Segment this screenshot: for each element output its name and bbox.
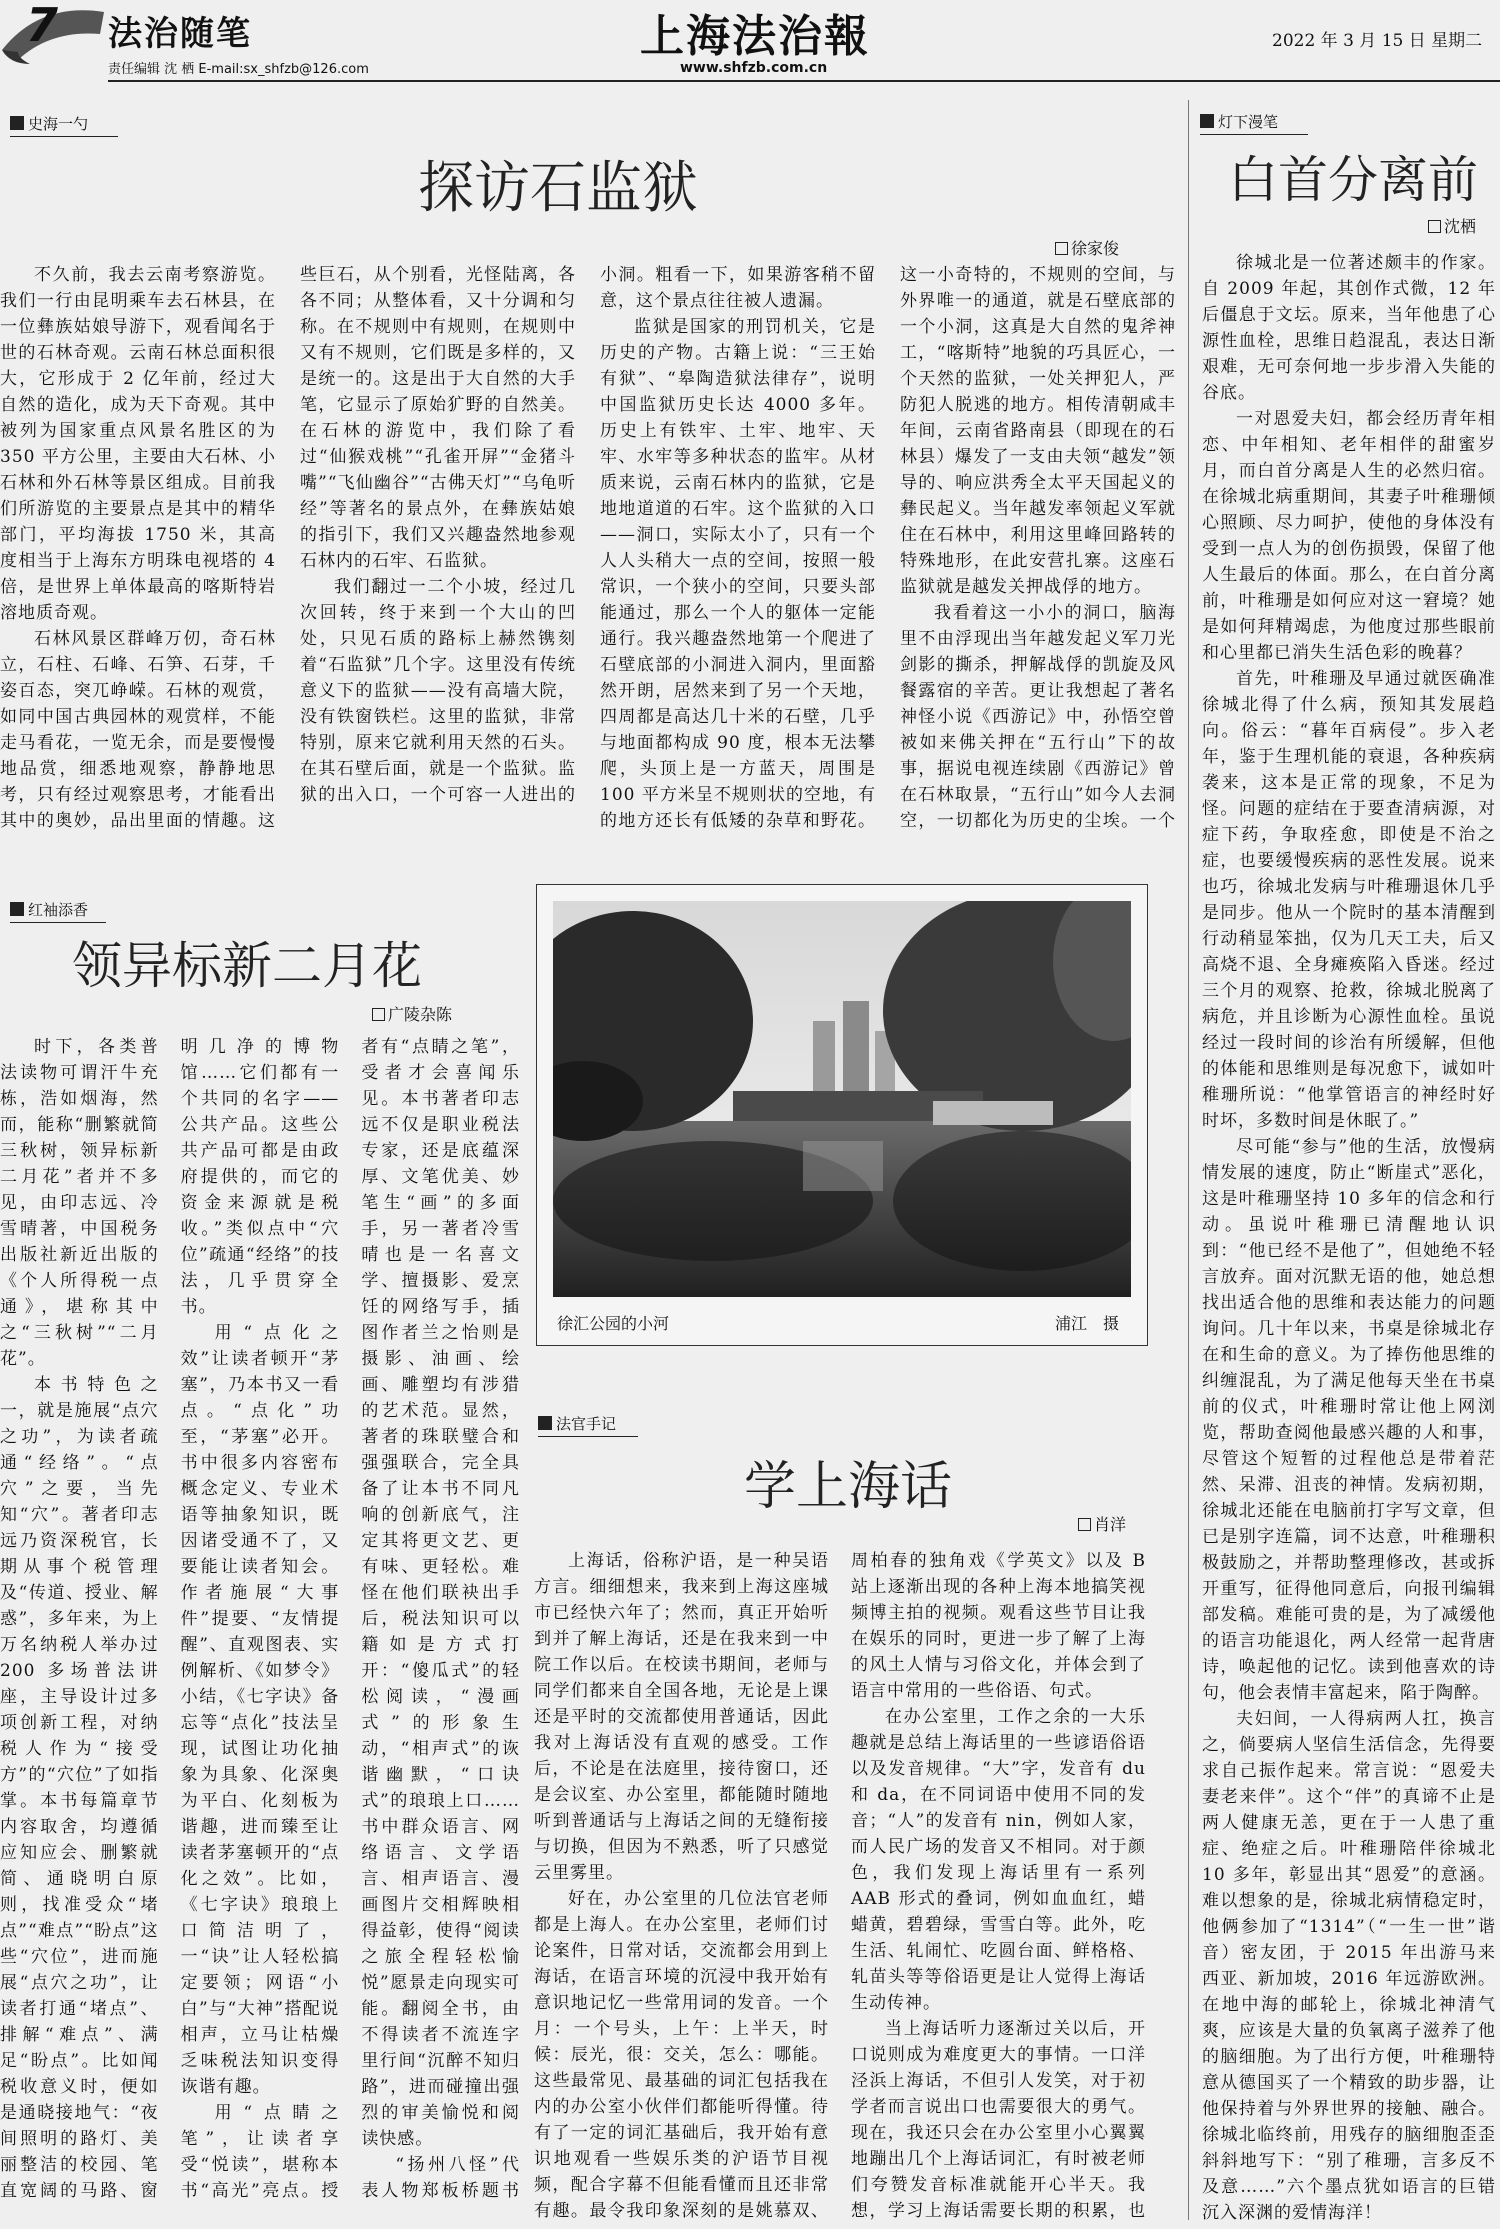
vertical-rule (1188, 100, 1189, 2220)
column-tag-square-icon (1200, 114, 1214, 128)
article-white-hair-body (1202, 250, 1496, 2222)
column-tag-label: 法官手记 (556, 1414, 617, 1433)
column-tag-label: 灯下漫笔 (1218, 112, 1279, 131)
section-title: 法治随笔 (108, 14, 252, 54)
paragraph: 我看着这一小小的洞口，脑海里不由浮现出当年越发起义军刀光剑影的撕杀，押解战俘的凯旋及风餐露宿的辛苦。更让我想起了著名神怪小说《西游记》中，孙悟空曾被如来佛关押在“五行山”下的故事，据说电视连续剧《西游记》曾在石林取景，“五行山”如今人去洞空，一切都化为历史的尘埃。一个 (900, 603, 1176, 831)
paragraph: 夫妇间，一人得病两人扛，换言之，倘要病人坚信生活信念，先得要求自己振作起来。常言说：“恩爱夫妻老来伴”。这个“伴”的真谛不止是两人健康无恙，更在于一人患了重症、绝症之后。叶稚珊陪伴徐城北 10 多年，彰显出其“恩爱”的意涵。难以想象的是，徐城北病情稳定时，他俩参加了“1314”（“一生一世”谐音）密友团，于 2015 年出游马来西亚、新加坡，2016 年远游欧洲。在地中海的邮轮上，徐城北神清气爽，应该是大量的负氧离子滋养了他的脑细胞。为了出行方便，叶稚珊特意从德国买了一个精致的助步器，让他保持着与外界世界的接触、融合。徐城北临终前，用残存的脑细胞歪歪斜斜地写下：“别了稚珊，言多反不及意……”六个墨点犹如语言的巨错沉入深渊的爱情海洋！ (1202, 1709, 1496, 2222)
paragraph: 监狱是国家的刑罚机关，它是历史的产物。古籍上说：“三王始有狱”、“皋陶造狱法律存”，说明中国监狱历史长达 4000 多年。历史上有铁牢、土牢、地牢、天牢、水牢等多种状态的监牢。从材质来说，云南石林内的监狱，它是地地道道的石牢。这个监狱的入口——洞口，实际太小了，只有一个人人头稍大一点的空间，按照一般常识，一个狭小的空间，只要头部能通过，那么一个人的躯体一定能通行。我兴趣盎然地第一个爬进了石壁底部的小洞进入洞内，里面豁然开朗，居然来到了另一个天地，四周都是高达几十米的石壁，几乎与地面都构成 90 度，根本无法攀爬，头顶上是一方蓝天，周围是 100 平方米呈不规则状的空地，有的地方还长有低矮的杂草和野花。这一小奇特的，不规则的空间，与外界唯一的通道，就是石壁底部的一个小洞，这真是大自然的鬼斧神工，“喀斯特”地貌的巧具匠心，一个天然的监狱，一处关押犯人，严防犯人脱逃的地方。相传清朝咸丰年间，云南省路南县（即现在的石林县）爆发了一支由夫领“越发”领导的、响应洪秀全太平天国起义的彝民起义。当年越发率领起义军就住在石林中，利用这里峰回路转的特殊地形，在此安营扎寨。这座石监狱就是越发关押战俘的地方。 (600, 265, 1176, 831)
editor-line: 责任编辑 沈 栖 E-mail:sx_shfzb@126.com (108, 62, 369, 77)
byline-erban-flower: 广陵杂陈 (372, 1002, 452, 1025)
article-stone-prison-body (0, 262, 1176, 842)
headline-erban-flower: 领异标新二月花 (72, 937, 422, 995)
article-erban-flower-body (0, 1034, 520, 2224)
byline-white-hair: 沈栖 (1428, 214, 1476, 237)
paragraph: 不久前，我去云南考察游览。我们一行由昆明乘车去石林县，在一位彝族姑娘导游下，观看闻名于世的石林奇观。云南石林总面积很大，它形成于 2 亿年前，经过大自然的造化，成为天下奇观。其中被列为国家重点风景名胜区的为 350 平方公里，主要由大石林、小石林和外石林等景区组成。目前我们所游览的主要景点是其中的精华部门，平均海拔 1750 米，其高度相当于上海东方明珠电视塔的 4 倍，是世界上单体最高的喀斯特岩溶地质奇观。 (0, 265, 276, 623)
park-river-photo (553, 901, 1131, 1297)
headline-shanghai-dialect: 学上海话 (744, 1457, 953, 1517)
photo-frame (536, 884, 1148, 1346)
column-tag-square-icon (538, 1416, 552, 1430)
paragraph: 首先，叶稚珊及早通过就医确准徐城北得了什么病，预知其发展趋向。俗云：“暮年百病侵”。步入老年，鉴于生理机能的衰退，各种疾病袭来，这本是正常的现象，不足为怪。问题的症结在于要查清病源，对症下药，争取痊愈，即使是不治之症，也要缓慢疾病的恶性发展。说来也巧，徐城北发病与叶稚珊退休几乎是同步。他从一个院时的基本清醒到行动稍显笨拙，仅为几天工夫，后又高烧不退、全身瘫痪陷入昏迷。经过三个月的观察、抢救，徐城北脱离了病危，并且诊断为心源性血栓。虽说经过一段时间的诊治有所缓解，但他的体能和思维则是每况愈下，诚如叶稚珊所说：“他掌管语言的神经时好时坏，多数时间是休眠了。” (1202, 669, 1496, 1131)
column-tag-red-sleeve (10, 898, 106, 920)
paragraph: 上海话，俗称沪语，是一种吴语方言。细细想来，我来到上海这座城市已经快六年了；然而，真正开始听到并了解上海话，还是在我来到一中院工作以后。在校读书期间，老师与同学们都来自全国各地，无论是上课还是平时的交流都使用普通话，因此我对上海话没有直观的感受。工作后，不论是在法庭里，接待窗口，还是会议室、办公室里，都能随时随地听到普通话与上海话之间的无缝衔接与切换，但因为不熟悉，听了只感觉云里雾里。 (534, 1551, 829, 1883)
byline-stone-prison: 徐家俊 (1055, 236, 1119, 259)
column-tag-label: 史海一勺 (28, 114, 89, 133)
page-number-badge (0, 2, 108, 66)
byline-shanghai-dialect: 肖洋 (1078, 1512, 1126, 1535)
column-tag-square-icon (10, 902, 24, 916)
headline-stone-prison: 探访石监狱 (418, 156, 698, 221)
paper-name-logo: 上海法治報 (640, 11, 870, 62)
page-number: 7 (26, 0, 59, 52)
paragraph: 当上海话听力逐渐过关以后，开口说则成为难度更大的事情。一口洋泾浜上海话，不但引人发笑，对于初学者而言说出口也需要很大的勇气。现在，我还只会在办公室里小心翼翼地蹦出几个上海话词汇，有时被老师们夸赞发音标准就能开心半天。我想，学习上海话需要长期的积累，也 (851, 2019, 1146, 2221)
issue-date: 2022 年 3 月 15 日 星期二 (1272, 31, 1483, 51)
paragraph: 在办公室里，工作之余的一大乐趣就是总结上海话里的一些谚语俗语以及发音规律。“大”字，发音有 du 和 da，在不同词语中使用不同的发音；“人”的发音有 nin，例如人家，而人民广场的发音又不相同。对于颜色，我们发现上海话里有一系列 AAB 形式的叠词，例如血血红，蜡蜡黄，碧碧绿，雪雪白等。此外，吃生活、轧闹忙、吃圆台面、鲜格格、轧苗头等等俗语更是让人觉得上海话生动传神。 (851, 1707, 1146, 2013)
byline-box-icon (372, 1008, 385, 1021)
byline-box-icon (1428, 220, 1441, 233)
paragraph: 好在，办公室里的几位法官老师都是上海人。在办公室里，老师们讨论案件，日常对话，交流都会用到上海话，在语言环境的沉浸中我开始有意识地记忆一些常用词的发音。一个月：一个号头，上午：上半天，时候：辰光，很：交关，怎么：哪能。这些最常见、最基础的词汇包括我在内的办公室小伙伴们都能听得懂。待有了一定的词汇基础后，我开始有意识地观看一些娱乐类的沪语节目视频，配合字幕不但能看懂而且还非常有趣。最令我印象深刻的是姚慕双、周柏春的独角戏《学英文》以及 B 站上逐渐出现的各种上海本地搞笑视频博主拍的视频。观看这些节目让我在娱乐的同时，更进一步了解了上海的风土人情与习俗文化，并体会到了语言中常用的一些俗语、句式。 (534, 1551, 1146, 2221)
byline-box-icon (1055, 242, 1068, 255)
header-rule (108, 80, 1500, 82)
paragraph: 用“点睛之笔”，让读者享受“悦读”，堪称本书“高光”亮点。授者有“点睛之笔”，受者才会喜闻乐见。本书著者印志远不仅是职业税法专家，还是底蕴深厚、文笔优美、妙笔生“画”的多面手，另一著者冷雪晴也是一名喜文学、擅摄影、爱烹饪的网络写手，插图作者兰之怡则是摄影、油画、绘画、雕塑均有涉猎的艺术范。显然，著者的珠联璧合和强强联合，完全具备了让本书不同凡响的创新底气，注定其将更文艺、更有味、更轻松。难怪在他们联袂出手后，税法知识可以籍如是方式打开：“傻瓜式”的轻松阅读，“漫画式”的形象生动，“相声式”的诙谐幽默，“口诀式”的琅琅上口……书中群众语言、网络语言、文学语言、相声语言、漫画图片交相辉映相得益彰，使得“阅读之旅全程轻松愉悦”愿景走向现实可能。翻阅全书，由不得读者不流连字里行间“沉醉不知归路”，进而碰撞出强烈的审美愉悦和阅读快感。 (180, 1037, 520, 2201)
column-tag-square-icon (10, 116, 24, 130)
paragraph: 一对恩爱夫妇，都会经历青年相恋、中年相知、老年相伴的甜蜜岁月，而白首分离是人生的必然归宿。在徐城北病重期间，其妻子叶稚珊倾心照顾、尽力呵护，使他的身体没有受到一点人为的创伤损毁，保留了他人生最后的体面。那么，在白首分离前，叶稚珊是如何应对这一窘境？她是如何拜精竭虑，为他度过那些眼前和心里都已消失生活色彩的晚暮？ (1202, 409, 1496, 663)
column-tag-history (10, 112, 118, 134)
paragraph: 石林风景区群峰万仞，奇石林立，石柱、石峰、石笋、石芽，千姿百态，突兀峥嵘。石林的观赏，如同中国古典园林的观赏样，不能走马看花，一览无余，而是要慢慢地品赏，细悉地观察，静静地思考，只有经过观察思考，才能看出其中的奥妙，品出里面的情趣。这些巨石，从个别看，光怪陆离，各各不同；从整体看，又十分调和匀称。在不规则中有规则，在规则中又有不规则，它们既是多样的，又是统一的。这是出于大自然的大手笔，它显示了原始犷野的自然美。在石林的游览中，我们除了看过“仙猴戏桃”“孔雀开屏”“金猪斗嘴”“飞仙幽谷”“古佛天灯”“乌龟听经”等著名的景点外，在彝族姑娘的指引下，我们又兴趣盎然地参观石林内的石牢、石监狱。 (0, 265, 576, 831)
page-header (0, 0, 1500, 86)
headline-white-hair: 白首分离前 (1228, 151, 1478, 209)
website-url: www.shfzb.com.cn (680, 60, 828, 76)
photo-credit: 浦江 摄 (1055, 1314, 1120, 1333)
column-tag-label: 红袖添香 (28, 900, 89, 919)
article-shanghai-dialect-body (534, 1548, 1146, 2224)
column-tag-judge-notes (538, 1412, 638, 1434)
paragraph: 尽可能“参与”他的生活，放慢病情发展的速度，防止“断崖式”恶化，这是叶稚珊坚持 10 多年的信念和行动。虽说叶稚珊已清醒地认识到：“他已经不是他了”，但她绝不轻言放弃。面对沉默无语的他，她总想找出适合他的思维和表达能力的问题询问。几十年以来，书桌是徐城北存在和生命的意义。为了捧伤他思维的纠缠混乱，为了满足他每天坐在书桌前的仪式，叶稚珊时常让他上网浏览，帮助查阅他最感兴趣的人和事，尽管这个短暂的过程他总是带着茫然、呆滞、沮丧的神情。发病初期，徐城北还能在电脑前打字写文章，但已是别字连篇，词不达意，叶稚珊积极鼓励之，并帮助整理修改，甚或拆开重写，征得他同意后，向报刊编辑部发稿。难能可贵的是，为了减缓他的语言功能退化，两人经常一起背唐诗，唤起他的记忆。读到他喜欢的诗句，他会表情丰富起来，陷于陶醉。 (1202, 1137, 1496, 1703)
paragraph: “扬州八怪”代表人物郑板桥题书 (361, 2155, 520, 2201)
paragraph: 时下，各类普法读物可谓汗牛充栋，浩如烟海，然而，能称“删繁就简三秋树，领异标新二月花”者并不多见，由印志远、冷雪晴著，中国税务出版社新近出版的《个人所得税一点通》，堪称其中之“三秋树”“二月花”。 (0, 1037, 159, 1369)
paragraph: 用“点化之效”让读者顿开“茅塞”，乃本书又一看点。“点化”功至，“茅塞”必开。书中很多内容密布概念定义、专业术语等抽象知识，既因诸受通不了，又要能让读者知会。作者施展“大事件”提要、“友情提醒”、直观图表、实例解析、《如梦令》小结，《七字诀》备忘等“点化”技法呈现，试图让功化抽象为具象、化深奥为平白、化刻板为谐趣，进而臻至让读者茅塞顿开的“点化之效”。比如，《七字诀》琅琅上口简洁明了，一“诀”让人轻松搞定要领；网语“小白”与“大神”搭配说相声，立马让枯燥乏味税法知识变得诙谐有趣。 (180, 1323, 340, 2097)
column-tag-lamp (1200, 110, 1308, 132)
byline-box-icon (1078, 1518, 1091, 1531)
paragraph: 我们翻过一二个小坡，经过几次回转，终于来到一个大山的凹处，只见石质的路标上赫然镌刻着“石监狱”几个字。这里没有传统意义下的监狱——没有高墙大院，没有铁窗铁栏。这里的监狱，非常特别，原来它就利用天然的石头。在其石壁后面，就是一个监狱。监狱的出入口，一个可容一人进出的小洞。粗看一下，如果游客稍不留意，这个景点往往被人遗漏。 (300, 265, 876, 805)
photo-caption: 徐汇公园的小河 (557, 1314, 670, 1333)
paragraph: 本书特色之一，就是施展“点穴之功”，为读者疏通“经络”。“点穴”之要，当先知“穴”。著者印志远乃资深税官，长期从事个税管理及“传道、授业、解惑”，多年来，为上万名纳税人举办过 200 多场普法讲座，主导设计过多项创新工程，对纳税人作为“接受方”的“穴位”了如指掌。本书每篇章节内容取舍，均遵循应知应会、删繁就简、通晓明白原则，找准受众“堵点”“难点”“盼点”这些“穴位”，进而施展“点穴之功”，让读者打通“堵点”、排解“难点”、满足“盼点”。比如闻税收意义时，便如是通晓接地气：“夜间照明的路灯、美丽整洁的校园、笔直宽阔的马路、窗明几净的博物馆……它们都有一个共同的名字——公共产品。这些公共产品可都是由政府提供的，而它的资金来源就是税收。”类似点中“穴位”疏通“经络”的技法，几乎贯穿全书。 (0, 1037, 340, 2201)
paragraph: 徐城北是一位著述颇丰的作家。自 2009 年起，其创作式微，12 年后僵息于文坛。原来，当年他患了心源性血栓，思维日趋混乱，表达日渐艰难，无可奈何地一步步滑入失能的谷底。 (1202, 253, 1496, 403)
